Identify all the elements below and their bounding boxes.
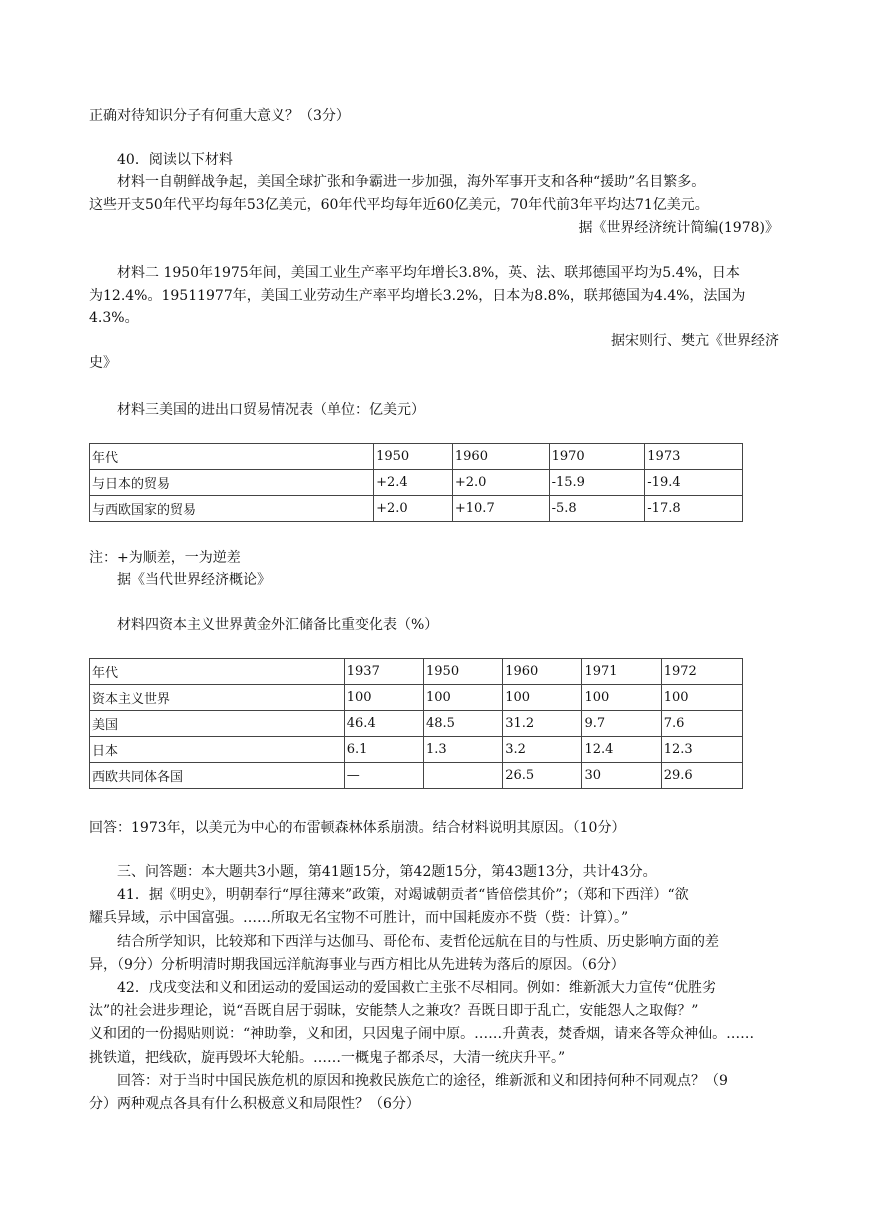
table-cell: 与日本的贸易 — [90, 470, 374, 496]
table-row — [90, 685, 743, 711]
table-cell: 1937 — [344, 659, 423, 685]
gold-reserve-table — [89, 658, 743, 789]
table-cell: 1950 — [374, 444, 453, 470]
text-line: 回答：1973年，以美元为中心的布雷顿森林体系崩溃。结合材料说明其原因。（10分） — [89, 820, 626, 836]
table-cell: 6.1 — [344, 737, 423, 763]
question-41: 41．据《明史》，明朝奉行“厚往薄来”政策，对竭诚朝贡者“皆倍偿其价”；（郑和下西洋）“欲 — [117, 887, 689, 903]
table-cell: -15.9 — [549, 470, 645, 496]
table-cell: 48.5 — [424, 711, 503, 737]
table-cell: 与西欧国家的贸易 — [90, 496, 374, 522]
table-cell: 日本 — [90, 737, 345, 763]
section-heading: 三、问答题：本大题共3小题，第41题15分，第42题15分，第43题13分，共计43分。 — [117, 864, 657, 880]
source-citation: 据《世界经济统计简编(1978)》 — [578, 220, 779, 236]
table-cell: 100 — [661, 685, 742, 711]
table-cell: 资本主义世界 — [90, 685, 345, 711]
table-cell: 12.3 — [661, 737, 742, 763]
table-cell: 100 — [344, 685, 423, 711]
table-cell: 26.5 — [503, 763, 582, 789]
table-cell: 100 — [582, 685, 661, 711]
text-line: 异，（9分）分析明清时期我国远洋航海事业与西方相比从先进转为落后的原因。（6分） — [89, 957, 625, 973]
table-cell: — — [344, 763, 423, 789]
table-cell: 1973 — [645, 444, 743, 470]
trade-table — [89, 443, 743, 522]
table-cell: 1960 — [503, 659, 582, 685]
table-cell — [424, 763, 503, 789]
table-row — [90, 470, 743, 496]
table-row — [90, 711, 743, 737]
text-line: 挑铁道，把线砍，旋再毁坏大轮船。……一概鬼子都杀尽，大清一统庆升平。” — [89, 1050, 566, 1066]
text-line: 分）两种观点各具有什么积极意义和局限性？（6分） — [89, 1096, 420, 1112]
table-cell: 1972 — [661, 659, 742, 685]
table-row — [90, 496, 743, 522]
table-cell: +2.0 — [452, 470, 549, 496]
text-line: 义和团的一份揭贴则说：“神助拳，义和团，只因鬼子闹中原。……升黄表，焚香烟，请来各等众神仙。…… — [89, 1026, 755, 1042]
table-row — [90, 763, 743, 789]
table-cell: 1950 — [424, 659, 503, 685]
question-42: 42．戊戌变法和义和团运动的爱国运动的爱国救亡主张不尽相同。例如：维新派大力宣传“优胜劣 — [117, 980, 716, 996]
table-cell: -19.4 — [645, 470, 743, 496]
table-cell: 100 — [424, 685, 503, 711]
source-citation: 据宋则行、樊亢《世界经济 — [611, 333, 779, 349]
text-line: 史》 — [89, 355, 117, 371]
table-cell: 年代 — [90, 444, 374, 470]
table-cell: 100 — [503, 685, 582, 711]
text-line: 4.3%。 — [89, 310, 139, 326]
text-line: 结合所学知识，比较郑和下西洋与达伽马、哥伦布、麦哲伦远航在目的与性质、历史影响方面的差 — [117, 934, 719, 950]
table-cell: 1960 — [452, 444, 549, 470]
text-line: 材料二 1950年1975年间，美国工业生产率平均年增长3.8%，英、法、联邦德国平均为5.4%，日本 — [117, 265, 740, 281]
table-cell: -5.8 — [549, 496, 645, 522]
table-cell: +10.7 — [452, 496, 549, 522]
table-3-caption: 材料三美国的进出口贸易情况表（单位：亿美元） — [117, 402, 425, 418]
table-cell: 1970 — [549, 444, 645, 470]
table-cell: 美国 — [90, 711, 345, 737]
table-cell: 1971 — [582, 659, 661, 685]
table-cell: -17.8 — [645, 496, 743, 522]
text-line: 耀兵异域，示中国富强。……所取无名宝物不可胜计，而中国耗废亦不赀（赀：计算）。” — [89, 910, 629, 926]
text-line: 正确对待知识分子有何重大意义？（3分） — [89, 108, 350, 124]
source-citation: 据《当代世界经济概论》 — [117, 572, 271, 588]
table-cell: +2.0 — [374, 496, 453, 522]
text-line: 这些开支50年代平均每年53亿美元，60年代平均每年近60亿美元，70年代前3年平均达71亿美元。 — [89, 197, 709, 213]
text-line: 为12.4%。19511977年，美国工业劳动生产率平均增长3.2%，日本为8.8%，联邦德国为4.4%，法国为 — [89, 288, 746, 304]
table-row — [90, 737, 743, 763]
table-row — [90, 444, 743, 470]
table-cell: 46.4 — [344, 711, 423, 737]
table-cell: 29.6 — [661, 763, 742, 789]
table-cell: 31.2 — [503, 711, 582, 737]
table-cell: 30 — [582, 763, 661, 789]
table-row — [90, 659, 743, 685]
table-cell: 9.7 — [582, 711, 661, 737]
table-cell: 年代 — [90, 659, 345, 685]
table-cell: 1.3 — [424, 737, 503, 763]
table-cell: 7.6 — [661, 711, 742, 737]
table-note: 注：+为顺差，一为逆差 — [89, 550, 241, 566]
table-cell: 12.4 — [582, 737, 661, 763]
table-cell: +2.4 — [374, 470, 453, 496]
table-cell: 3.2 — [503, 737, 582, 763]
text-line: 汰”的社会进步理论，说“吾既自居于弱昧，安能禁人之兼攻？吾既日即于乱亡，安能怨人之取侮？” — [89, 1003, 699, 1019]
table-4-caption: 材料四资本主义世界黄金外汇储备比重变化表（%） — [117, 617, 439, 633]
question-40-heading: 40．阅读以下材料 — [117, 152, 233, 168]
table-cell: 西欧共同体各国 — [90, 763, 345, 789]
text-line: 回答：对于当时中国民族危机的原因和挽救民族危亡的途径，维新派和义和团持何种不同观点？（9 — [117, 1073, 728, 1089]
text-line: 材料一自朝鲜战争起，美国全球扩张和争霸进一步加强，海外军事开支和各种“援助”名目繁多。 — [117, 174, 706, 190]
